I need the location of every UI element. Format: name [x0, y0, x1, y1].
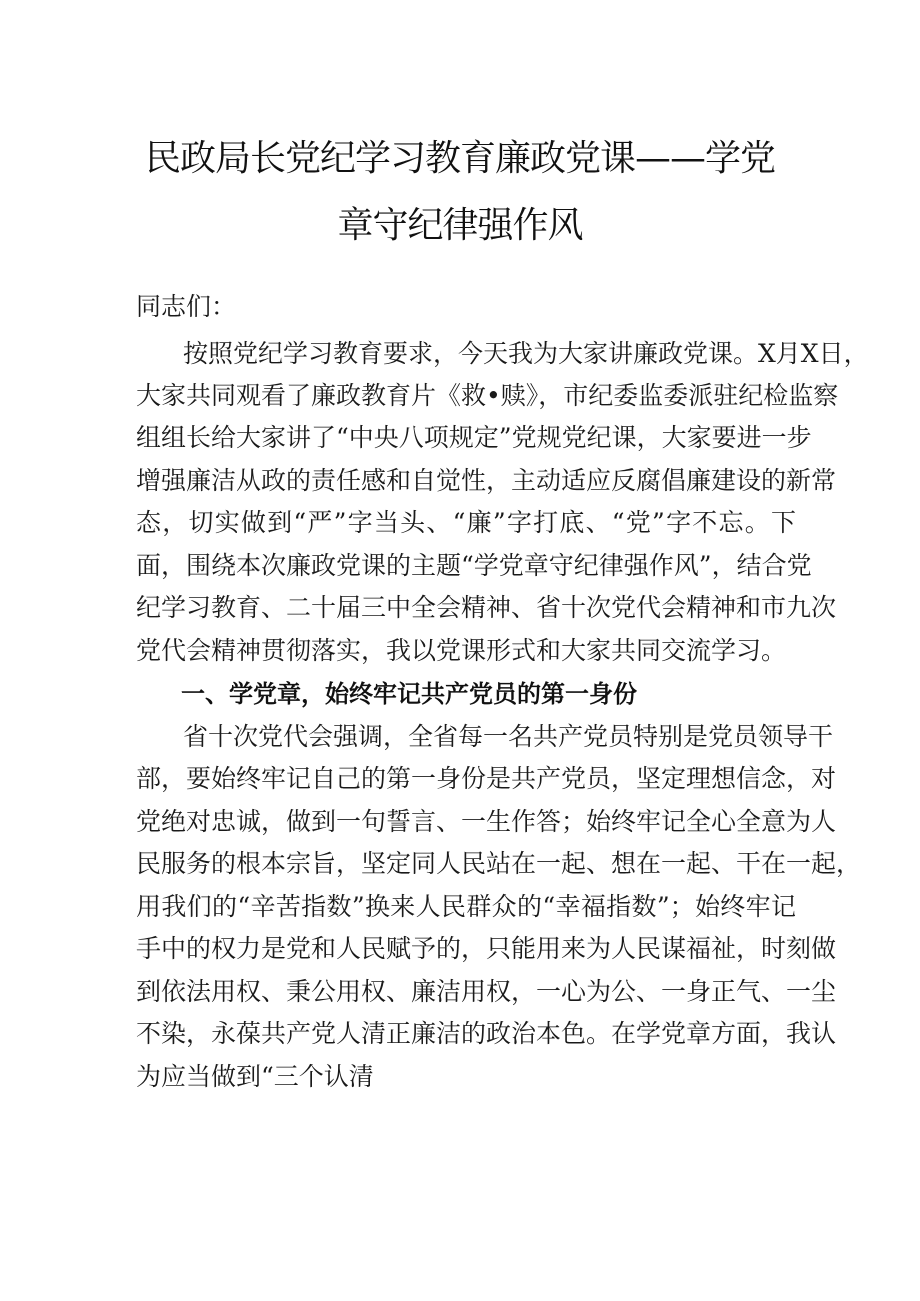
section-heading: 一、学党章，始终牢记共产党员的第一身份 [181, 680, 637, 708]
paragraph2-line: 不染，永葆共产党人清正廉洁的政治本色。在学党章方面，我认 [136, 1019, 837, 1048]
paragraph2-line: 民服务的根本宗旨，坚定同人民站在一起、想在一起、干在一起， [136, 849, 862, 878]
paragraph1-line: 组组长给大家讲了“中央八项规定”党规党纪课，大家要进一步 [136, 423, 812, 452]
paragraph1-line: 党代会精神贯彻落实，我以党课形式和大家共同交流学习。 [136, 636, 787, 665]
paragraph2-line: 用我们的“辛苦指数”换来人民群众的“幸福指数”；始终牢记 [136, 892, 796, 921]
paragraph1-line: 增强廉洁从政的责任感和自觉性，主动适应反腐倡廉建设的新常 [136, 466, 837, 495]
paragraph1-line: 大家共同观看了廉政教育片《救•赎》，市纪委监委派驻纪检监察 [136, 381, 839, 410]
paragraph2-line: 为应当做到“三个认清 [136, 1062, 374, 1091]
paragraph2-line: 省十次党代会强调，全省每一名共产党员特别是党员领导干 [183, 722, 834, 751]
paragraph1-line: 态，切实做到“严”字当头、“廉”字打底、“党”字不忘。下 [136, 508, 796, 537]
document-title-line-1: 民政局长党纪学习教育廉政党课——学党 [144, 138, 775, 179]
salutation: 同志们： [136, 292, 237, 321]
document-title-line-2: 章守纪律强作风 [337, 205, 583, 246]
paragraph2-line: 手中的权力是党和人民赋予的，只能用来为人民谋福祉，时刻做 [136, 934, 837, 963]
paragraph2-line: 部，要始终牢记自己的第一身份是共产党员，坚定理想信念，对 [136, 764, 837, 793]
paragraph1-line: 纪学习教育、二十届三中全会精神、省十次党代会精神和市九次 [136, 593, 837, 622]
paragraph1-line: 按照党纪学习教育要求，今天我为大家讲廉政党课。X月X日， [183, 339, 869, 368]
paragraph2-line: 到依法用权、秉公用权、廉洁用权，一心为公、一身正气、一尘 [136, 977, 837, 1006]
paragraph1-line: 面，围绕本次廉政党课的主题“学党章守纪律强作风”，结合党 [136, 551, 812, 580]
paragraph2-line: 党绝对忠诚，做到一句誓言、一生作答；始终牢记全心全意为人 [136, 807, 837, 836]
